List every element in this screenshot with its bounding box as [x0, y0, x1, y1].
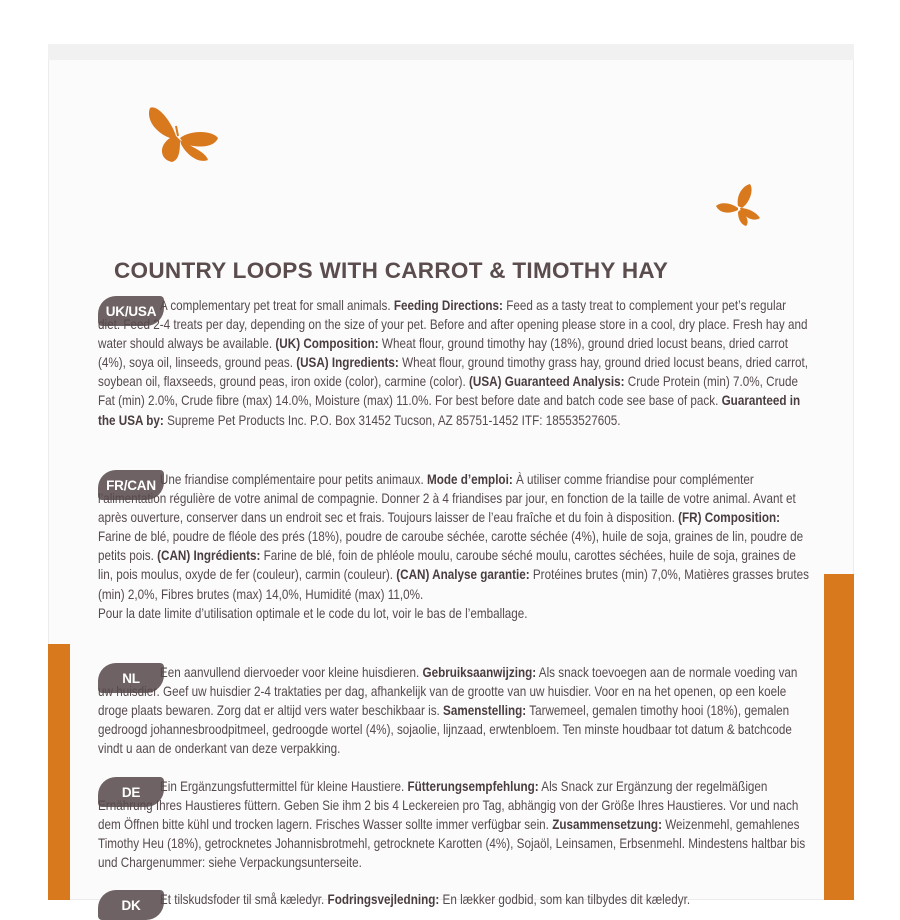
product-title: COUNTRY LOOPS WITH CARROT & TIMOTHY HAY	[114, 258, 669, 283]
text-run: À utiliser comme friandise pour complémenter l’alimentation régulière de votre animal de compagnie. Donner 2 à 4 friandises par jour, en fonction de la taille de votre animal. Avant et après ouverture, conserver dans un endroit sec et frais. Toujours laisser de l’eau fraîche et du foin à disposition.	[98, 472, 796, 526]
text-run: Een aanvullend diervoeder voor kleine huisdieren.	[159, 665, 423, 680]
language-badge: NL	[98, 663, 164, 693]
grass-decoration-right	[824, 574, 854, 900]
text-run: Tarwemeel, gemalen timothy hooi (18%), gemalen gedroogd johannesbroodpitmeel, gedroogde wortel (4%), sojaolie, lijnzaad, erwtenbloem. Ten minste houdbaar tot datum & batchcode vindt u aan de onderkant van deze verpakking.	[98, 703, 792, 757]
bold-label: Fütterungsempfehlung:	[407, 779, 539, 794]
text-run: Als Snack zur Ergänzung der regelmäßigen Ernährung Ihres Haustieres füttern. Geben Sie ihm 2 bis 4 Leckereien pro Tag, abhängig von der Größe Ihres Haustieres. Vor und nach dem Öffnen bitte kühl und trocken lagern. Frisches Wasser sollte immer verfügbar sein.	[98, 779, 799, 833]
language-badge: DK	[98, 890, 164, 920]
bold-label: (CAN) Ingrédients:	[157, 548, 261, 564]
language-badge: FR/CAN	[98, 470, 164, 500]
bold-label: (USA) Guaranteed Analysis:	[469, 374, 625, 390]
text-run: Pour la date limite d’utilisation optimale et le code du lot, voir le bas de l’emballage.	[98, 605, 528, 621]
text-run: A complementary pet treat for small animals.	[159, 298, 394, 313]
text-run: Weizenmehl, gemahlenes Timothy Heu (18%), getrocknetes Johannisbrotmehl, getrocknete Karotten (4%), Sojaöl, Leinsamen, Erbsenmehl. Mindestens haltbar bis und Chargenummer: siehe Verpackungsunterseite.	[98, 817, 806, 871]
package-back	[48, 44, 854, 913]
section-text	[98, 663, 810, 758]
bold-label: Feeding Directions:	[393, 298, 503, 313]
butterfly-icon	[146, 96, 220, 168]
bold-label: (USA) Ingredients:	[296, 355, 399, 371]
bold-label: Samenstelling:	[443, 703, 527, 719]
section-text	[98, 296, 810, 430]
bold-label: Gebruiksaanwijzing:	[422, 665, 537, 680]
section-text	[98, 470, 810, 623]
language-badge: UK/USA	[98, 296, 164, 326]
bold-label: (UK) Composition:	[275, 336, 379, 352]
language-badge: DE	[98, 777, 164, 807]
bold-label: Mode d’emploi:	[426, 472, 513, 487]
text-run: Farine de blé, poudre de fléole des prés (18%), poudre de caroube séchée, carotte séchée (4%), huile de soja, graines de lin, poudre de petits pois.	[98, 529, 804, 564]
butterfly-icon	[716, 184, 762, 226]
bold-label: (FR) Composition:	[678, 510, 781, 526]
text-run: En lækker godbid, som kan tilbydes dit kæledyr.	[439, 892, 691, 907]
text-run: Et tilskudsfoder til små kæledyr.	[159, 892, 328, 907]
section-nl	[98, 663, 810, 758]
text-run: Farine de blé, foin de phléole moulu, caroube séché moulu, carottes séchées, huile de soja, graines de lin, pois moulus, oxyde de fer (couleur), carmin (couleur).	[98, 548, 796, 583]
section-text	[98, 890, 810, 909]
text-run: Feed as a tasty treat to complement your pet’s regular diet. Feed 2-4 treats per day, depending on the size of your pet. Before and after opening please store in a cool, dry place. Fresh hay and water should always be available.	[98, 298, 808, 352]
text-run: Als snack toevoegen aan de normale voeding van uw huisdier. Geef uw huisdier 2-4 traktaties per dag, afhankelijk van de grootte van uw huisdier. Voor en na het openen, op een koele droge plaats bewaren. Zorg dat er altijd vers water beschikbaar is.	[98, 665, 798, 719]
section-de	[98, 777, 810, 872]
section-uk-usa	[98, 296, 810, 430]
text-run: Une friandise complémentaire pour petits animaux.	[159, 472, 427, 487]
bold-label: Fodringsvejledning:	[327, 892, 440, 907]
text-run: Wheat flour, ground timothy grass hay, ground dried locust beans, dried carrot, soybean oil, flaxseeds, ground peas, iron oxide (color), carmine (color).	[98, 355, 808, 390]
package-seal	[48, 44, 854, 60]
text-run: Wheat flour, ground timothy hay (18%), ground dried locust beans, dried carrot (4%), soya oil, linseeds, ground peas.	[98, 336, 789, 371]
section-dk	[98, 890, 810, 913]
text-run: Supreme Pet Products Inc. P.O. Box 31452 Tucson, AZ 85751-1452 ITF: 18553527605.	[163, 412, 621, 428]
grass-decoration-left	[48, 644, 70, 900]
section-fr-can	[98, 470, 810, 623]
bold-label: Guaranteed in the USA by:	[98, 393, 801, 428]
section-text	[98, 777, 810, 872]
text-run: Protéines brutes (min) 7,0%, Matières grasses brutes (min) 2,0%, Fibres brutes (max) 14,0%, Humidité (max) 11,0%.	[98, 567, 810, 602]
bold-label: Zusammensetzung:	[552, 817, 662, 833]
text-run: Ein Ergänzungsfuttermittel für kleine Haustiere.	[159, 779, 408, 794]
text-run: Crude Protein (min) 7.0%, Crude Fat (min) 2.0%, Crude fibre (max) 14.0%, Moisture (max) 11.0%. For best before date and batch code see base of pack.	[98, 374, 799, 409]
bold-label: (CAN) Analyse garantie:	[396, 567, 530, 583]
